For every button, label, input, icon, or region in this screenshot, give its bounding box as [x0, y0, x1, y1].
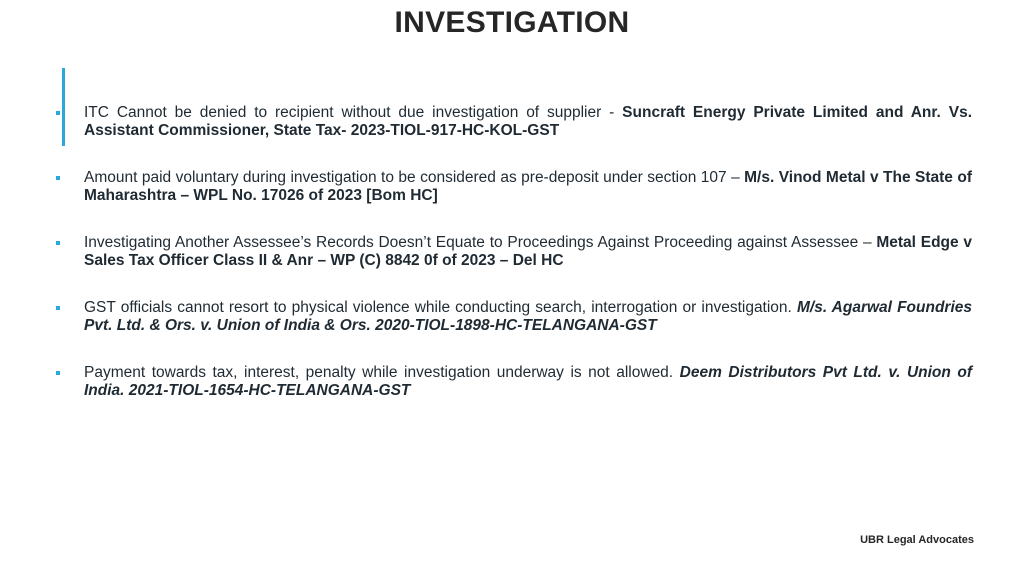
bullet-marker-icon — [56, 306, 60, 310]
bullet-item — [56, 234, 972, 299]
bullet-text: Payment towards tax, interest, penalty while investigation underway is not allowed. — [84, 364, 680, 381]
bullet-text: GST officials cannot resort to physical violence while conducting search, interrogation or investigation. — [84, 299, 797, 316]
bullet-list — [56, 104, 972, 429]
bullet-item — [56, 104, 972, 169]
case-citation: Deem Distributors Pvt Ltd. v. Union of India. 2021-TIOL-1654-HC-TELANGANA-GST — [84, 364, 973, 399]
bullet-item — [56, 299, 972, 364]
bullet-item — [56, 169, 972, 234]
bullet-item — [56, 364, 972, 429]
bullet-marker-icon — [56, 241, 60, 245]
case-citation: M/s. Vinod Metal v The State of Maharashtra – WPL No. 17026 of 2023 [Bom HC] — [84, 169, 972, 204]
bullet-marker-icon — [56, 111, 60, 115]
bullet-marker-icon — [56, 371, 60, 375]
bullet-text: ITC Cannot be denied to recipient without due investigation of supplier - — [84, 104, 623, 121]
bullet-text: Investigating Another Assessee’s Records Doesn’t Equate to Proceedings Against Proceeding against Assessee – — [84, 234, 877, 251]
bullet-marker-icon — [56, 176, 60, 180]
footer-firm-name: UBR Legal Advocates — [860, 534, 974, 546]
case-citation: Suncraft Energy Private Limited and Anr. Vs. Assistant Commissioner, State Tax- 2023-TIOL-917-HC-KOL-GST — [84, 104, 972, 139]
slide-title: INVESTIGATION — [394, 6, 630, 39]
case-citation: Metal Edge v Sales Tax Officer Class II & Anr – WP (C) 8842 0f of 2023 – Del HC — [84, 234, 973, 269]
case-citation: M/s. Agarwal Foundries Pvt. Ltd. & Ors. v. Union of India & Ors. 2020-TIOL-1898-HC-TELANGANA-GST — [84, 299, 972, 334]
bullet-text: Amount paid voluntary during investigation to be considered as pre-deposit under section 107 – — [84, 169, 745, 186]
